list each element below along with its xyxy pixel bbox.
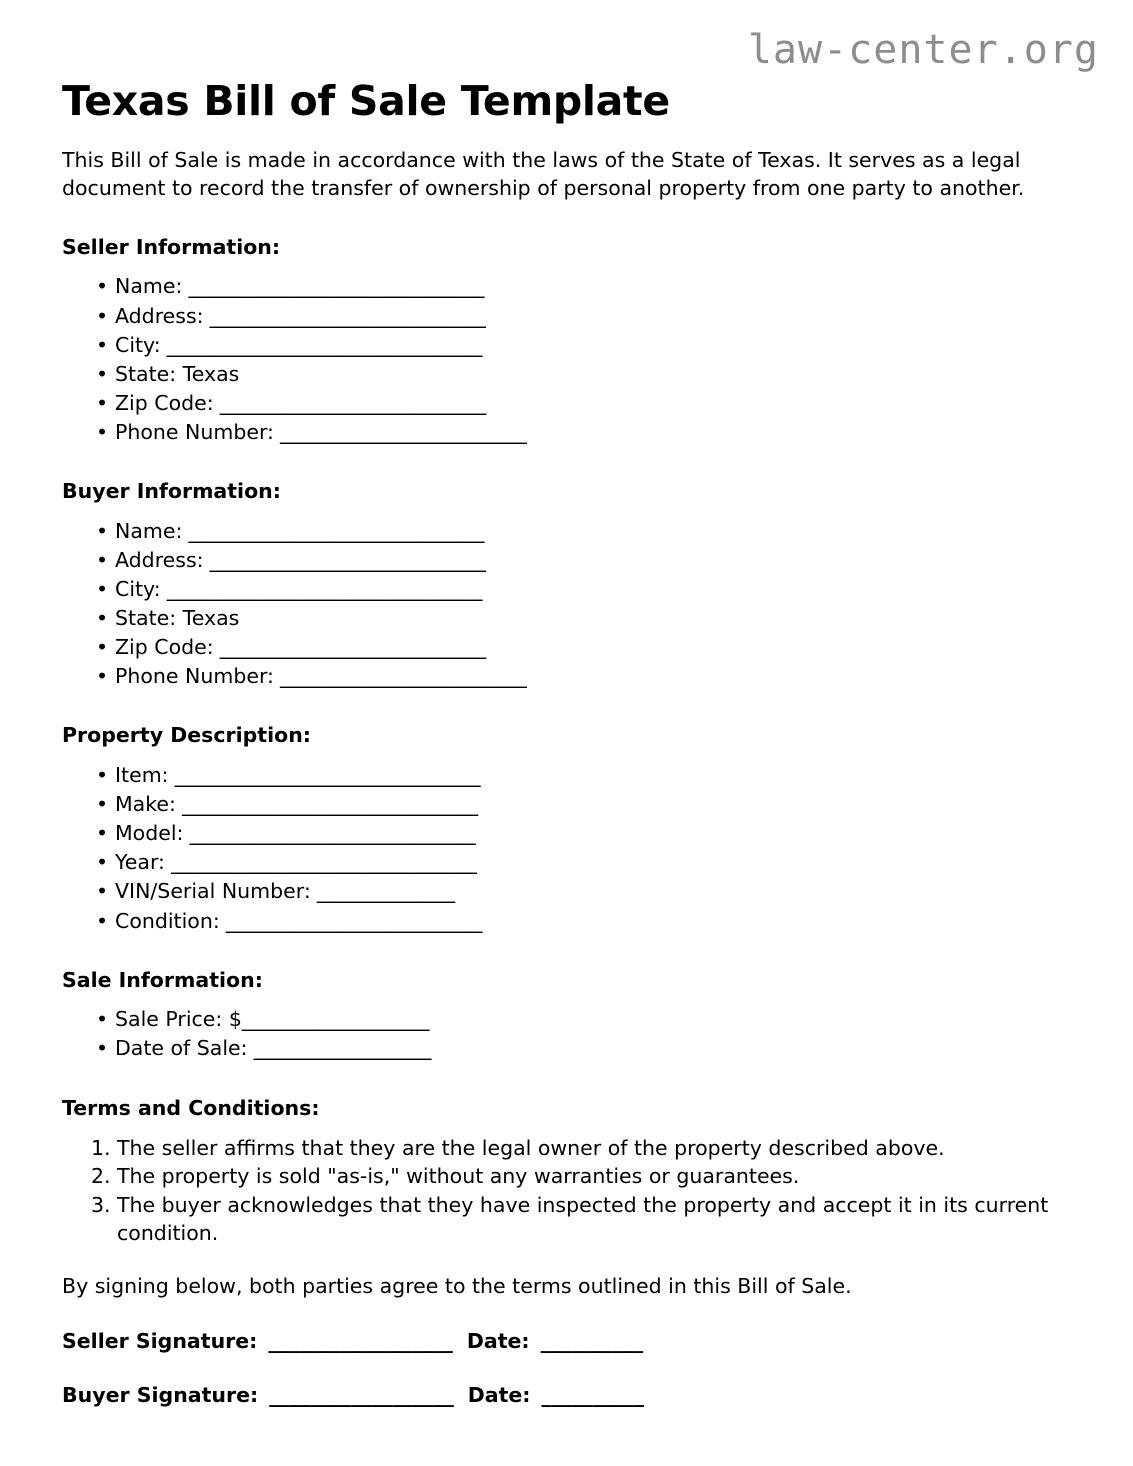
list-item — [62, 302, 1072, 331]
list-item — [62, 360, 1072, 389]
field-blank[interactable]: ____________________________ — [203, 547, 486, 572]
page-title: Texas Bill of Sale Template — [62, 77, 670, 125]
list-item — [62, 389, 1072, 418]
field-label: Model: — [115, 821, 184, 846]
list-item — [62, 662, 1072, 691]
field-blank[interactable]: ___________________________ — [213, 635, 486, 660]
buyer-date-label: Date: — [467, 1382, 531, 1407]
seller-signature-blank[interactable]: __________________ — [268, 1329, 453, 1354]
field-label: Zip Code: — [115, 390, 214, 415]
field-label: Date of Sale: — [115, 1036, 248, 1061]
field-blank[interactable]: ________________________________ — [160, 332, 482, 357]
field-blank[interactable]: ___________________ — [241, 1007, 430, 1032]
seller-information-heading: Seller Information: — [62, 234, 281, 259]
sale-information-heading: Sale Information: — [62, 967, 263, 992]
list-item — [62, 546, 1072, 575]
field-label: Make: — [115, 792, 176, 817]
terms-and-conditions-list — [62, 1134, 1072, 1247]
terms-and-conditions-heading: Terms and Conditions: — [62, 1095, 320, 1120]
list-item — [62, 877, 1072, 906]
intro-paragraph: This Bill of Sale is made in accordance with the laws of the State of Texas. It serves as a legal document to record the transfer of ownership of personal property from one party to another. — [62, 148, 1025, 200]
seller-signature-label: Seller Signature: — [62, 1329, 258, 1354]
field-label: Item: — [115, 763, 169, 787]
property-description-fields — [62, 761, 1072, 936]
field-label: Phone Number: — [115, 419, 274, 444]
buyer-information-heading: Buyer Information: — [62, 479, 281, 504]
buyer-signature-label: Buyer Signature: — [62, 1382, 259, 1407]
seller-signature-row — [62, 1328, 1072, 1355]
field-label: City: — [115, 332, 161, 357]
field-blank[interactable]: _______________________________ — [168, 763, 481, 787]
field-label: Phone Number: — [115, 664, 274, 689]
field-blank[interactable]: _____________________________ — [183, 821, 476, 846]
field-label: Name: — [115, 518, 183, 543]
list-item — [62, 761, 1072, 790]
field-label: Address: — [115, 303, 204, 328]
list-item — [62, 604, 1072, 633]
field-label: State: Texas — [115, 606, 240, 631]
seller-date-blank[interactable]: __________ — [540, 1329, 644, 1354]
field-label: City: — [115, 576, 161, 601]
field-label: State: Texas — [115, 361, 240, 386]
field-label: Zip Code: — [115, 635, 214, 660]
list-item — [62, 907, 1072, 936]
list-item: The buyer acknowledges that they have inspected the property and accept it in its current condition. — [117, 1192, 1049, 1245]
field-label: Address: — [115, 547, 204, 572]
field-blank[interactable]: ______________________________ — [182, 518, 485, 543]
list-item — [62, 331, 1072, 360]
list-item: The property is sold "as-is," without any warranties or guarantees. — [117, 1164, 800, 1189]
field-blank[interactable]: ______________________________ — [182, 274, 485, 299]
closing-paragraph: By signing below, both parties agree to the terms outlined in this Bill of Sale. — [62, 1274, 852, 1299]
list-item — [62, 575, 1072, 604]
list-item — [62, 1034, 1072, 1063]
property-description-heading: Property Description: — [62, 723, 311, 748]
seller-information-fields — [62, 272, 1072, 447]
buyer-signature-blank[interactable]: __________________ — [269, 1382, 454, 1407]
buyer-signature-row — [62, 1382, 1072, 1409]
list-item: The seller affirms that they are the legal owner of the property described above. — [117, 1136, 945, 1161]
field-label: VIN/Serial Number: — [115, 879, 311, 904]
buyer-date-blank[interactable]: __________ — [541, 1382, 644, 1407]
field-blank[interactable]: ___________________________ — [213, 390, 486, 415]
list-item — [62, 517, 1072, 546]
field-blank[interactable]: ______________________________ — [175, 792, 478, 817]
list-item — [62, 848, 1072, 877]
field-blank[interactable]: _________________________ — [273, 419, 527, 444]
field-label: Sale Price: $ — [115, 1007, 242, 1032]
field-blank[interactable]: _______________________________ — [164, 850, 477, 875]
site-watermark: law-center.org — [747, 27, 1099, 73]
field-blank[interactable]: __________________________ — [219, 908, 482, 933]
list-item — [62, 418, 1072, 447]
list-item — [62, 790, 1072, 819]
field-blank[interactable]: ________________________________ — [160, 576, 482, 601]
field-blank[interactable]: __________________ — [247, 1036, 432, 1061]
field-label: Condition: — [115, 908, 220, 933]
field-label: Year: — [115, 850, 165, 875]
list-item — [62, 633, 1072, 662]
document-content — [62, 76, 1072, 1408]
field-blank[interactable]: ____________________________ — [203, 303, 486, 328]
seller-date-label: Date: — [466, 1329, 530, 1354]
field-label: Name: — [115, 274, 183, 299]
list-item — [62, 1005, 1072, 1034]
sale-information-fields — [62, 1005, 1072, 1063]
field-blank[interactable]: _________________________ — [273, 664, 527, 689]
field-blank[interactable]: ______________ — [310, 879, 455, 904]
buyer-information-fields — [62, 517, 1072, 692]
list-item — [62, 819, 1072, 848]
list-item — [62, 272, 1072, 301]
